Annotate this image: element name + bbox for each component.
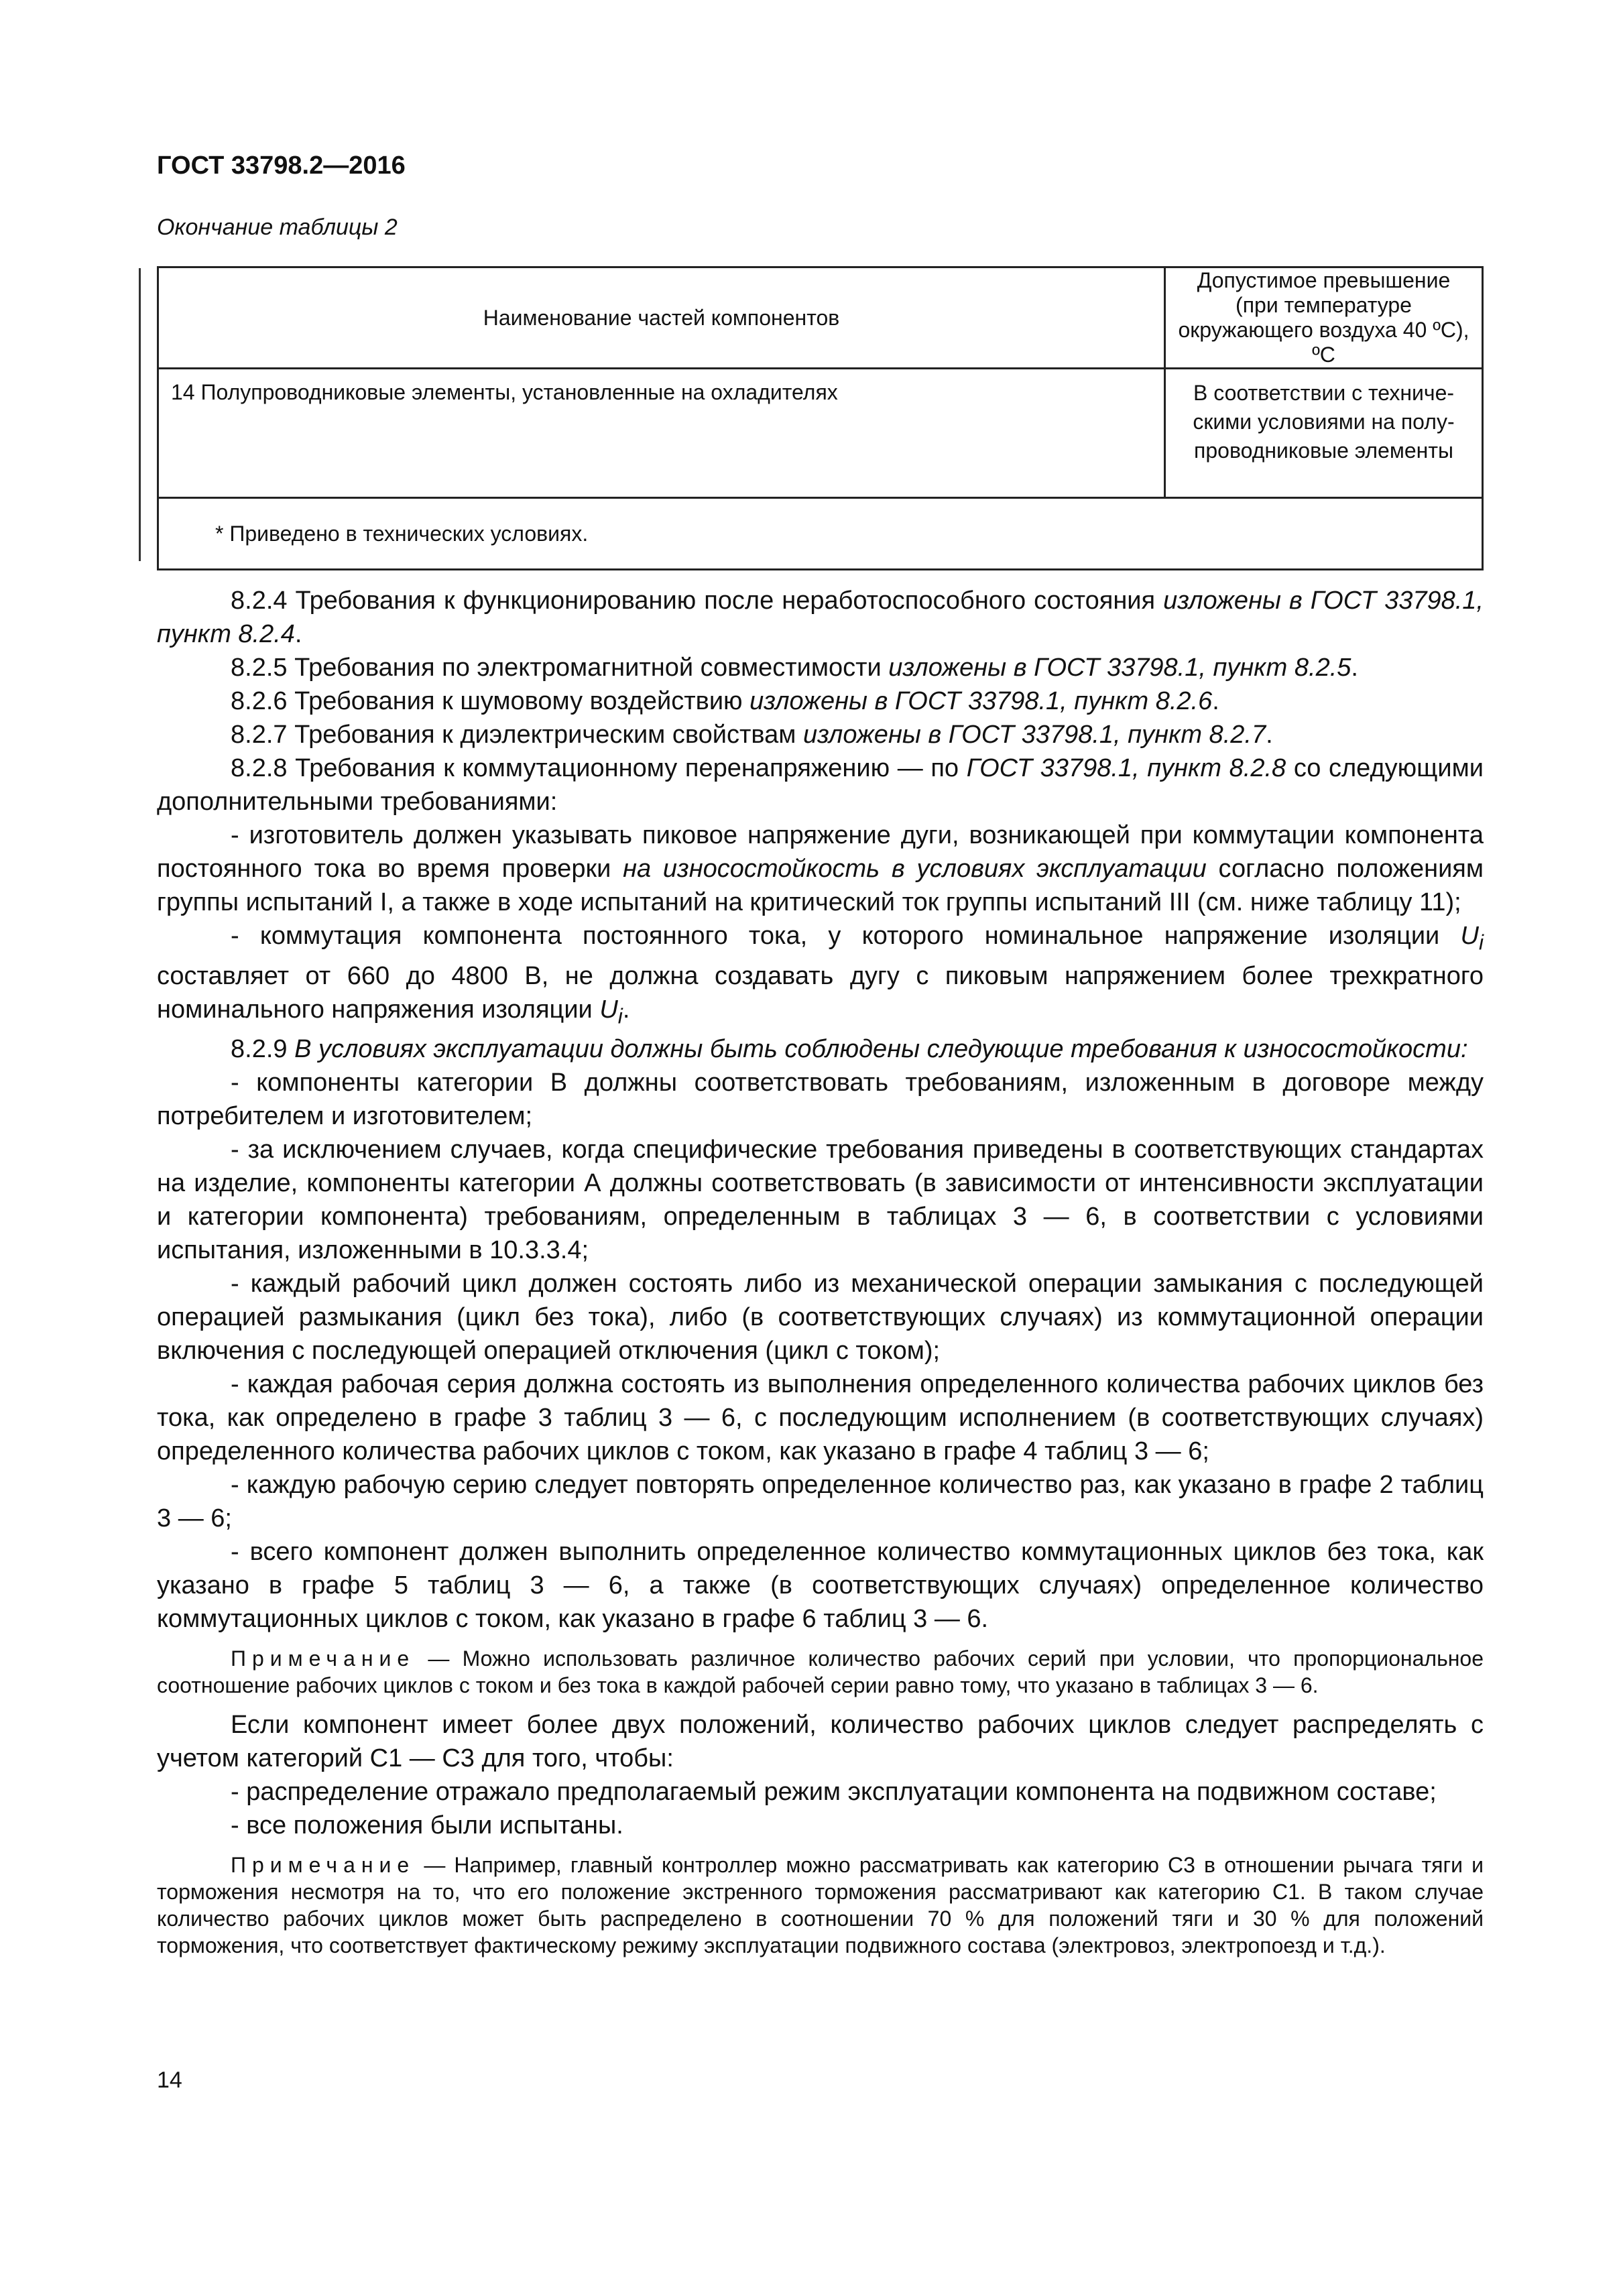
table-row [158, 369, 1483, 498]
note-label: Примечание [231, 1853, 416, 1878]
list-item: - каждую рабочую серию следует повторять определенное количество раз, как указано в графе 2 таблиц 3 — 6; [157, 1471, 1484, 1533]
list-item: - всего компонент должен выполнить определенное количество коммутационных циклов без тока, как указано в графе 5 таблиц 3 — 6, а также (в соответствующих случаях) определенное количество коммутационных циклов с током, как указано в графе 6 таблиц 3 — 6. [157, 1538, 1484, 1634]
margin-change-bar [139, 268, 141, 561]
table-cell-name: 14 Полупроводниковые элементы, установленные на охладителях [158, 369, 1165, 498]
table-footnote: * Приведено в технических условиях. [158, 498, 1483, 570]
paragraph-8-2-9: 8.2.9 В условиях эксплуатации должны быть соблюдены следующие требования к износостойкости: [231, 1035, 1468, 1064]
note-label: Примечание [231, 1646, 416, 1671]
paragraph-8-2-7: 8.2.7 Требования к диэлектрическим свойствам изложены в ГОСТ 33798.1, пункт 8.2.7. [231, 721, 1273, 749]
note-2: Примечание — Например, главный контроллер можно рассматривать как категорию С3 в отношении рычага тяги и торможения несмотря на то, что его положение экстренного торможения рассматривают как категорию С1. В таком случае количество рабочих циклов может быть распределено в соотношении 70 % для положений тяги и 30 % для положений торможения, что соответствует фактическому режиму эксплуатации подвижного состава (электровоз, электропоезд и т.д.). [157, 1853, 1484, 1958]
reference: изложены в ГОСТ 33798.1, пункт 8.2.5 [888, 654, 1351, 682]
body-text [157, 584, 1484, 1959]
list-item: - компоненты категории В должны соответствовать требованиям, изложенным в договоре между потребителем и изготовителем; [157, 1069, 1484, 1131]
list-item: - изготовитель должен указывать пиковое напряжение дуги, возникающей при коммутации компонента постоянного тока во время проверки на износостойкость в условиях эксплуатации согласно положениям группы испытаний I, а также в ходе испытаний на критический ток группы испытаний III (см. ниже таблицу 11); [157, 821, 1484, 916]
column-header-name: Наименование частей компонентов [158, 267, 1165, 369]
page-number: 14 [157, 2067, 182, 2093]
table-footnote-row [158, 498, 1483, 570]
reference: изложены в ГОСТ 33798.1, пункт 8.2.6 [749, 687, 1213, 715]
list-item: - за исключением случаев, когда специфические требования приведены в соответствующих стандартах на изделие, компоненты категории А должны соответствовать (в зависимости от интенсивности эксплуатации и категории компонента) требованиям, определенным в таблицах 3 — 6, в соответствии с условиями испытания, изложенными в 10.3.3.4; [157, 1136, 1484, 1265]
list-item: - коммутация компонента постоянного тока, у которого номинальное напряжение изоляции $U_i$ составляет от 660 до 4800 В, не должна создавать дугу с пиковым напряжением более трехкратного номинального напряжения изоляции $U_i$. [157, 922, 1484, 1028]
reference: изложены в ГОСТ 33798.1, пункт 8.2.7 [802, 721, 1266, 749]
requirements-table [157, 266, 1484, 570]
paragraph-8-2-4: 8.2.4 Требования к функционированию после неработоспособного состояния изложены в ГОСТ 33798.1, пункт 8.2.4. [157, 587, 1484, 648]
document-header: ГОСТ 33798.2—2016 [157, 152, 406, 180]
paragraph-8-2-8: 8.2.8 Требования к коммутационному перенапряжению — по ГОСТ 33798.1, пункт 8.2.8 со следующими дополнительными требованиями: [157, 754, 1484, 816]
list-item: - каждый рабочий цикл должен состоять либо из механической операции замыкания с последующей операцией размыкания (цикл без тока), либо (в соответствующих случаях) из коммутационной операции включения с последующей операцией отключения (цикл с током); [157, 1270, 1484, 1366]
table-header-row [158, 267, 1483, 369]
list-item: - каждая рабочая серия должна состоять из выполнения определенного количества рабочих циклов без тока, как определено в графе 3 таблиц 3 — 6, с последующим исполнением (в соответствующих случаях) определенного количества рабочих циклов с током, как указано в графе 4 таблиц 3 — 6; [157, 1370, 1484, 1466]
positions-intro: Если компонент имеет более двух положений, количество рабочих циклов следует распределять с учетом категорий С1 — С3 для того, чтобы: [157, 1711, 1484, 1773]
reference: ГОСТ 33798.1, пункт 8.2.8 [966, 754, 1286, 782]
column-header-limit: Допустимое превышение (при температуре окружающего воздуха 40 ºС), ºС [1165, 267, 1483, 369]
list-item: - все положения были испытаны. [231, 1811, 623, 1840]
paragraph-8-2-5: 8.2.5 Требования по электромагнитной совместимости изложены в ГОСТ 33798.1, пункт 8.2.5. [231, 654, 1358, 682]
paragraph-8-2-6: 8.2.6 Требования к шумовому воздействию изложены в ГОСТ 33798.1, пункт 8.2.6. [231, 687, 1219, 715]
list-item: - распределение отражало предполагаемый режим эксплуатации компонента на подвижном составе; [231, 1778, 1437, 1807]
table-caption: Окончание таблицы 2 [157, 215, 398, 240]
reference: изложены в ГОСТ 33798.1, пункт 8.2.4 [157, 587, 1484, 648]
table-cell-value: В соответствии с техниче-скими условиями на полу-проводниковые элементы [1165, 369, 1483, 498]
note-1: Примечание — Можно использовать различное количество рабочих серий при условии, что пропорциональное соотношение рабочих циклов с током и без тока в каждой рабочей серии равно тому, что указано в таблицах 3 — 6. [157, 1646, 1484, 1698]
